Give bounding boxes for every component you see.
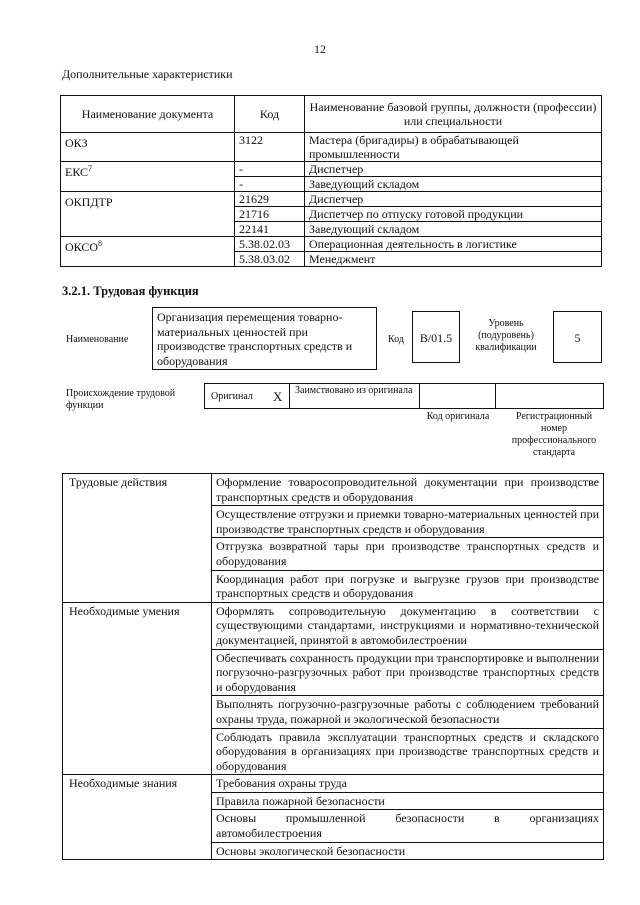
code-cell: 21629 — [235, 192, 305, 207]
name-cell: Заведующий складом — [305, 177, 602, 192]
name-cell: Диспетчер — [305, 162, 602, 177]
document-name: ОКЗ — [65, 136, 88, 150]
code-cell: 3122 — [235, 133, 305, 162]
function-code-value: B/01.5 — [419, 331, 453, 345]
document-cell — [61, 237, 235, 267]
document-name: ЕКС — [65, 165, 89, 179]
code-cell: 5.38.02.03 — [235, 237, 305, 252]
table-row — [61, 192, 602, 207]
header-name: Наименование базовой группы, должности (профессии) или специальности — [305, 96, 602, 133]
original-code-caption: Код оригинала — [426, 411, 490, 422]
section-title: 3.2.1. Трудовая функция — [62, 284, 199, 298]
category-cell: Необходимые умения — [63, 602, 212, 775]
detail-item: Основы промышленной безопасности в организациях автомобилестроения — [212, 810, 604, 842]
detail-item: Требования охраны труда — [212, 775, 604, 793]
original-mark: X — [273, 389, 283, 404]
function-code-box — [412, 311, 460, 363]
origin-label: Происхождение трудовой функции — [66, 388, 176, 411]
borrowed-label: Заимствовано из оригинала — [295, 385, 413, 396]
classification-table-body — [61, 133, 602, 267]
footnote-ref: 8 — [98, 239, 103, 248]
detail-item: Основы экологической безопасности — [212, 842, 604, 860]
name-cell: Заведующий складом — [305, 222, 602, 237]
code-label: Код — [388, 334, 404, 345]
level-box — [553, 311, 602, 363]
additional-characteristics-title: Дополнительные характеристики — [62, 67, 233, 81]
code-cell: 22141 — [235, 222, 305, 237]
code-cell: - — [235, 177, 305, 192]
detail-item: Осуществление отгрузки и приемки товарно-материальных ценностей при производстве транспортных средств и оборудования — [212, 506, 604, 538]
name-cell: Операционная деятельность в логистике — [305, 237, 602, 252]
level-value: 5 — [574, 331, 581, 345]
category-cell: Трудовые действия — [63, 474, 212, 603]
name-cell: Мастера (бригадиры) в обрабатывающей промышленности — [305, 133, 602, 162]
document-cell — [61, 162, 235, 192]
function-name-value: Организация перемещения товарно-материальных ценностей при производстве транспортных средств и оборудования — [157, 310, 353, 368]
table-row — [61, 162, 602, 177]
function-details-body — [63, 474, 604, 860]
detail-item: Обеспечивать сохранность продукции при транспортировке и выполнении погрузочно-разгрузочных работ при производстве транспортных средств и оборудования — [212, 649, 604, 696]
document-cell — [61, 133, 235, 162]
code-cell: - — [235, 162, 305, 177]
divider — [289, 383, 290, 409]
table-row — [63, 474, 604, 506]
name-cell: Менеджмент — [305, 252, 602, 267]
detail-item: Выполнять погрузочно-разгрузочные работы с соблюдением требований охраны труда, пожарной и экологической безопасности — [212, 696, 604, 728]
header-document: Наименование документа — [61, 96, 235, 133]
document-name: ОКПДТР — [65, 195, 113, 209]
detail-item: Оформление товаросопроводительной документации при производстве транспортных средств и оборудования — [212, 474, 604, 506]
detail-item: Оформлять сопроводительную документацию в соответствии с существующими стандартами, инструкциями и нормативно-технической документацией, принятой в автомобилестроении — [212, 602, 604, 649]
document-name: ОКСО — [65, 240, 99, 254]
function-name-box — [152, 307, 377, 370]
header-code: Код — [235, 96, 305, 133]
detail-item: Отгрузка возвратной тары при производстве транспортных средств и оборудования — [212, 538, 604, 570]
classification-table — [60, 95, 602, 267]
detail-item: Соблюдать правила эксплуатации транспортных средств и складского оборудования в организациях при производстве транспортных средств и оборудования — [212, 728, 604, 775]
code-cell: 5.38.03.02 — [235, 252, 305, 267]
original-label: Оригинал — [211, 391, 253, 402]
document-cell — [61, 192, 235, 237]
divider — [419, 383, 420, 409]
name-cell: Диспетчер по отпуску готовой продукции — [305, 207, 602, 222]
name-cell: Диспетчер — [305, 192, 602, 207]
registration-number-caption: Регистрационный номер профессионального стандарта — [511, 411, 597, 458]
divider — [495, 383, 496, 409]
detail-item: Правила пожарной безопасности — [212, 792, 604, 810]
table-row — [63, 602, 604, 649]
page-number: 12 — [314, 42, 326, 56]
code-cell: 21716 — [235, 207, 305, 222]
level-label: Уровень (подуровень) квалификации — [475, 318, 537, 353]
origin-row — [204, 383, 604, 409]
footnote-ref: 7 — [88, 164, 93, 173]
table-header-row — [61, 96, 602, 133]
category-cell: Необходимые знания — [63, 775, 212, 860]
function-details-table — [62, 473, 604, 860]
name-label: Наименование — [66, 334, 129, 345]
table-row — [63, 775, 604, 793]
table-row — [61, 133, 602, 162]
table-row — [61, 237, 602, 252]
detail-item: Координация работ при погрузке и выгрузке грузов при производстве транспортных средств и оборудования — [212, 570, 604, 602]
